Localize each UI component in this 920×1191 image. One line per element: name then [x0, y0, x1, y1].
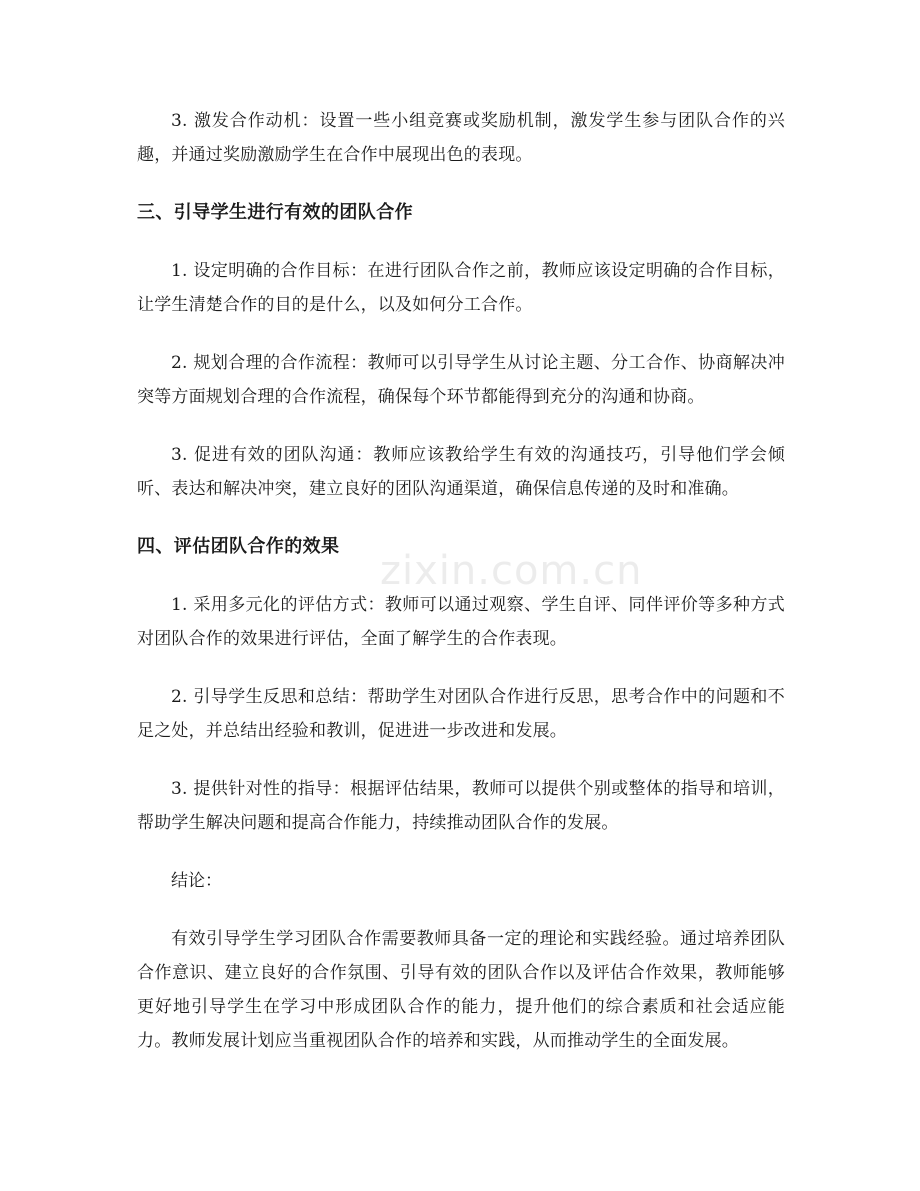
paragraph-evaluation-methods: 1. 采用多元化的评估方式：教师可以通过观察、学生自评、同伴评价等多种方式对团队合作的效果进行评估，全面了解学生的合作表现。: [137, 595, 785, 649]
paragraph-guidance: 3. 提供针对性的指导：根据评估结果，教师可以提供个别或整体的指导和培训，帮助学生解决问题和提高合作能力，持续推动团队合作的发展。: [137, 779, 785, 833]
section-heading-4: 四、评估团队合作的效果: [137, 536, 340, 557]
paragraph-process: 2. 规划合理的合作流程：教师可以引导学生从讨论主题、分工合作、协商解决冲突等方面规划合理的合作流程，确保每个环节都能得到充分的沟通和协商。: [137, 353, 785, 407]
paragraph-motivation: 3. 激发合作动机：设置一些小组竞赛或奖励机制，激发学生参与团队合作的兴趣，并通过奖励激励学生在合作中展现出色的表现。: [137, 111, 785, 165]
paragraph-reflection: 2. 引导学生反思和总结：帮助学生对团队合作进行反思，思考合作中的问题和不足之处，并总结出经验和教训，促进进一步改进和发展。: [137, 687, 785, 741]
paragraph-communication: 3. 促进有效的团队沟通：教师应该教给学生有效的沟通技巧，引导他们学会倾听、表达和解决冲突，建立良好的团队沟通渠道，确保信息传递的及时和准确。: [137, 445, 785, 499]
document-content: [137, 104, 785, 1082]
watermark: zixin.com.cn: [380, 548, 643, 594]
conclusion-body: 有效引导学生学习团队合作需要教师具备一定的理论和实践经验。通过培养团队合作意识、建立良好的合作氛围、引导有效的团队合作以及评估合作效果，教师能够更好地引导学生在学习中形成团队合作的能力，提升他们的综合素质和社会适应能力。教师发展计划应当重视团队合作的培养和实践，从而推动学生的全面发展。: [137, 929, 785, 1051]
section-heading-3: 三、引导学生进行有效的团队合作: [137, 202, 413, 223]
conclusion-label: 结论：: [171, 871, 222, 891]
paragraph-goals: 1. 设定明确的合作目标：在进行团队合作之前，教师应该设定明确的合作目标，让学生清楚合作的目的是什么，以及如何分工合作。: [137, 261, 785, 315]
